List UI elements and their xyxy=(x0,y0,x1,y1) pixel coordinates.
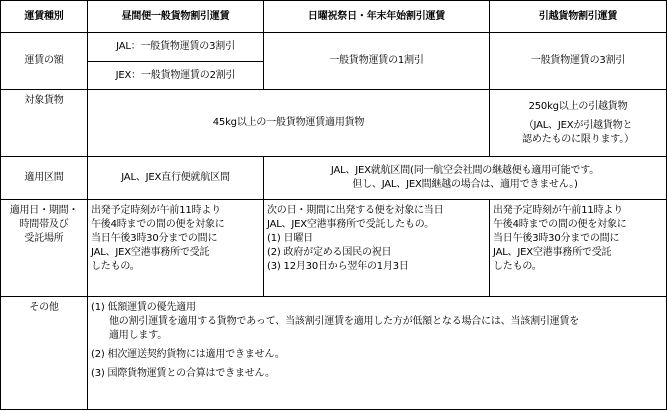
header-daytime-discount: 昼間便一般貨物割引運賃 xyxy=(88,1,264,33)
cargo-row xyxy=(1,90,667,157)
apply-holiday xyxy=(264,200,490,297)
apply-moving-line: したもの。 xyxy=(493,261,542,272)
header-category: 運賃種別 xyxy=(1,1,88,33)
route-label: 適用区間 xyxy=(1,157,88,200)
apply-holiday-line: (3) 12月30日から翌年の1月3日 xyxy=(267,261,409,272)
apply-holiday-line: 次の日・期間に出発する便を対象に当日 xyxy=(267,205,444,216)
other-item1-body-line2: 適用します。 xyxy=(109,330,167,341)
cargo-moving xyxy=(490,90,667,157)
cargo-moving-line1: 250kg以上の引越貨物 xyxy=(528,100,628,112)
route-row xyxy=(1,157,667,200)
apply-moving-line: JAL、JEX空港事務所で受託 xyxy=(493,247,612,258)
other-item1-title: (1) 低額運賃の優先適用 xyxy=(91,302,196,313)
cargo-label: 対象貨物 xyxy=(1,90,88,157)
apply-holiday-line: (1) 日曜日 xyxy=(267,233,313,244)
rate-moving: 一般貨物運賃の3割引 xyxy=(490,33,667,90)
apply-label-line3: 受託場所 xyxy=(24,233,64,244)
apply-daytime xyxy=(88,200,264,297)
apply-moving-line: 午後4時までの間の便を対象に xyxy=(493,219,627,230)
rate-jex: JEX：一般貨物運賃の2割引 xyxy=(88,62,264,90)
other-notes xyxy=(88,297,667,410)
apply-row xyxy=(1,200,667,297)
apply-moving xyxy=(490,200,667,297)
route-direct: JAL、JEX直行便就航区間 xyxy=(88,157,264,200)
apply-daytime-line: 午後4時までの間の便を対象に xyxy=(91,219,225,230)
apply-moving-line: 出発予定時刻が午前11時より xyxy=(493,205,623,216)
other-row xyxy=(1,297,667,410)
rate-label: 運賃の額 xyxy=(1,33,88,90)
rate-holiday: 一般貨物運賃の1割引 xyxy=(264,33,490,90)
cargo-moving-line3: 認めたものに限ります。） xyxy=(522,133,634,145)
header-moving-discount: 引越貨物割引運賃 xyxy=(490,1,667,33)
apply-holiday-line: JAL、JEX空港事務所で受託したもの。 xyxy=(267,219,434,230)
cargo-moving-line2: （JAL、JEXが引越貨物と xyxy=(523,119,633,131)
rate-row-jal xyxy=(1,33,667,62)
header-holiday-discount: 日曜祝祭日・年末年始割引運賃 xyxy=(264,1,490,33)
rate-jal: JAL：一般貨物運賃の3割引 xyxy=(88,33,264,62)
other-item3: (3) 国際貨物運賃との合算はできません。 xyxy=(91,368,275,379)
apply-daytime-line: 当日午後3時30分までの間に xyxy=(91,233,218,244)
route-connecting-line2: 但し、JAL、JEX間継越の場合は、適用できません。) xyxy=(352,179,578,190)
other-item1-body-line1: 他の割引運賃を適用する貨物であって、当該割引運賃を適用した方が低額となる場合には、当該割引運賃を xyxy=(109,316,580,327)
apply-holiday-line: (2) 政府が定める国民の祝日 xyxy=(267,247,392,258)
apply-label-line1: 適用日・期間・ xyxy=(9,205,79,216)
other-label: その他 xyxy=(1,297,88,410)
apply-label xyxy=(1,200,88,297)
route-connecting-line1: JAL、JEX就航区間(同一航空会社間の継越便も適用可能です。 xyxy=(330,165,600,176)
header-row xyxy=(1,1,667,33)
apply-daytime-line: したもの。 xyxy=(91,261,140,272)
apply-daytime-line: JAL、JEX空港事務所で受託 xyxy=(91,247,210,258)
apply-daytime-line: 出発予定時刻が午前11時より xyxy=(91,205,221,216)
other-item2: (2) 相次運送契約貨物には適用できません。 xyxy=(91,349,285,360)
cargo-general: 45kg以上の一般貨物運賃適用貨物 xyxy=(88,90,490,157)
apply-moving-line: 当日午後3時30分までの間に xyxy=(493,233,620,244)
apply-label-line2: 時間帯及び xyxy=(19,219,69,230)
route-connecting xyxy=(264,157,667,200)
